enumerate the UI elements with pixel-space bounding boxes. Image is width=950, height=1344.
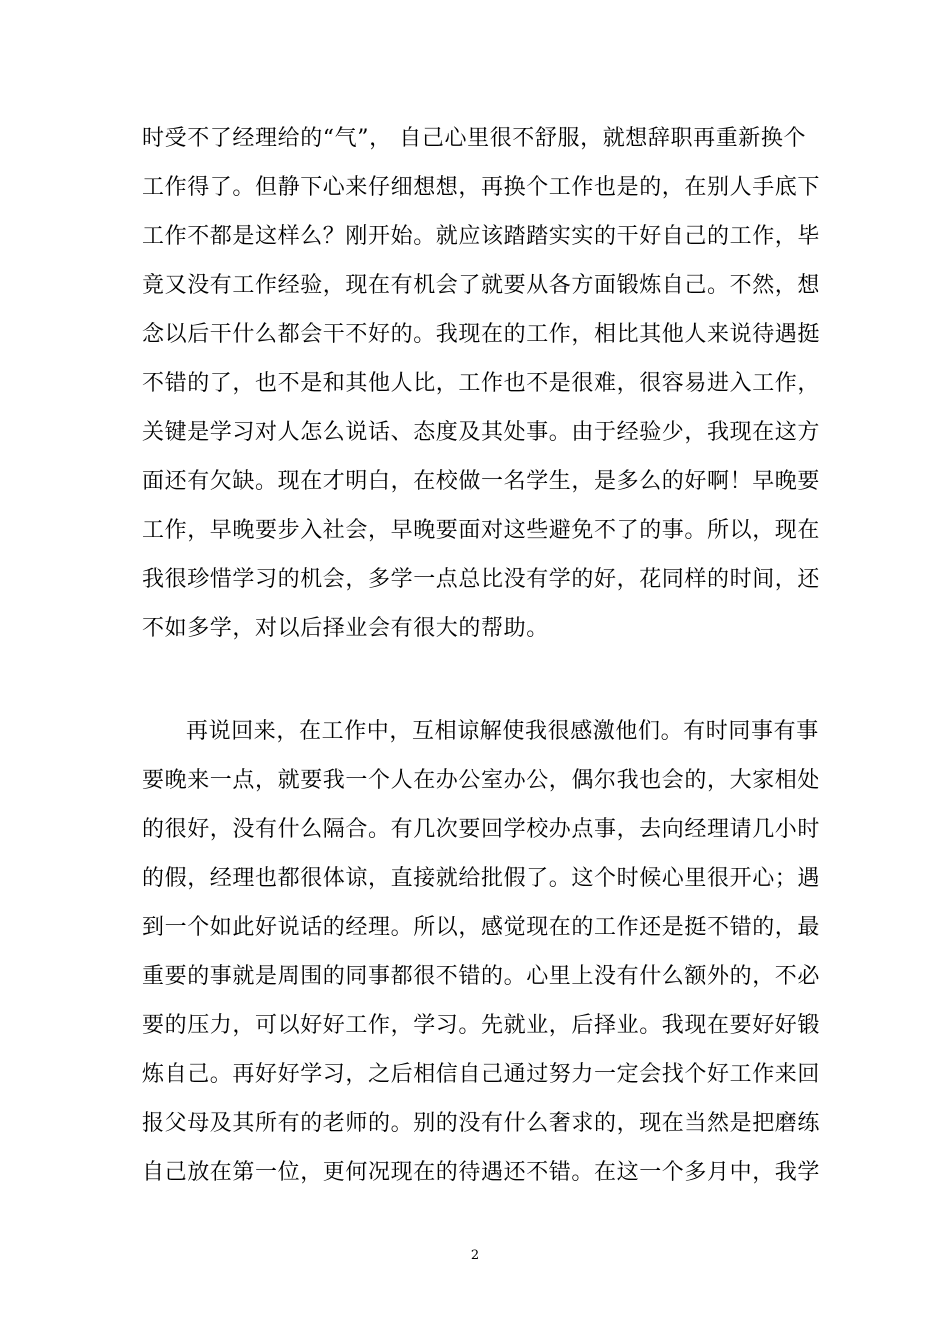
paragraph-2-line: 炼自己。再好好学习，之后相信自己通过努力一定会找个好工作来回 xyxy=(142,1062,821,1087)
paragraph-1-line: 竟又没有工作经验，现在有机会了就要从各方面锻炼自己。不然，想 xyxy=(142,273,821,298)
paragraph-1-line: 工作得了。但静下心来仔细想想，再换个工作也是的，在别人手底下 xyxy=(142,175,821,200)
paragraph-1-line: 时受不了经理给的“气”， 自己心里很不舒服，就想辞职再重新换个 xyxy=(142,126,807,151)
paragraph-1-line: 面还有欠缺。现在才明白，在校做一名学生，是多么的好啊！早晚要 xyxy=(142,469,821,494)
page-number: 2 xyxy=(470,1248,480,1263)
paragraph-2-line: 到一个如此好说话的经理。所以，感觉现在的工作还是挺不错的，最 xyxy=(142,915,821,940)
paragraph-1-line: 念以后干什么都会干不好的。我现在的工作，相比其他人来说待遇挺 xyxy=(142,322,821,347)
paragraph-2-line: 报父母及其所有的老师的。别的没有什么奢求的，现在当然是把磨练 xyxy=(142,1111,821,1136)
paragraph-1-line: 工作，早晚要步入社会，早晚要面对这些避免不了的事。所以，现在 xyxy=(142,518,821,543)
paragraph-2-line: 要的压力，可以好好工作，学习。先就业，后择业。我现在要好好锻 xyxy=(142,1013,821,1038)
paragraph-2-line: 重要的事就是周围的同事都很不错的。心里上没有什么额外的，不必 xyxy=(142,964,821,989)
paragraph-1-line: 不错的了，也不是和其他人比，工作也不是很难，很容易进入工作， xyxy=(142,371,821,396)
paragraph-1-line: 工作不都是这样么？刚开始。就应该踏踏实实的干好自己的工作，毕 xyxy=(142,224,821,249)
paragraph-1-line: 不如多学，对以后择业会有很大的帮助。 xyxy=(142,616,549,641)
paragraph-2-line: 再说回来，在工作中，互相谅解使我很感激他们。有时同事有事 xyxy=(186,719,819,744)
paragraph-1-line: 我很珍惜学习的机会，多学一点总比没有学的好，花同样的时间，还 xyxy=(142,567,821,592)
paragraph-2-line: 的很好，没有什么隔合。有几次要回学校办点事，去向经理请几小时 xyxy=(142,817,821,842)
paragraph-2-line: 的假，经理也都很体谅，直接就给批假了。这个时候心里很开心；遇 xyxy=(142,866,821,891)
paragraph-2-line: 自己放在第一位，更何况现在的待遇还不错。在这一个多月中，我学 xyxy=(142,1160,821,1185)
paragraph-2-line: 要晚来一点，就要我一个人在办公室办公，偶尔我也会的，大家相处 xyxy=(142,768,821,793)
paragraph-1-line: 关键是学习对人怎么说话、态度及其处事。由于经验少，我现在这方 xyxy=(142,420,821,445)
